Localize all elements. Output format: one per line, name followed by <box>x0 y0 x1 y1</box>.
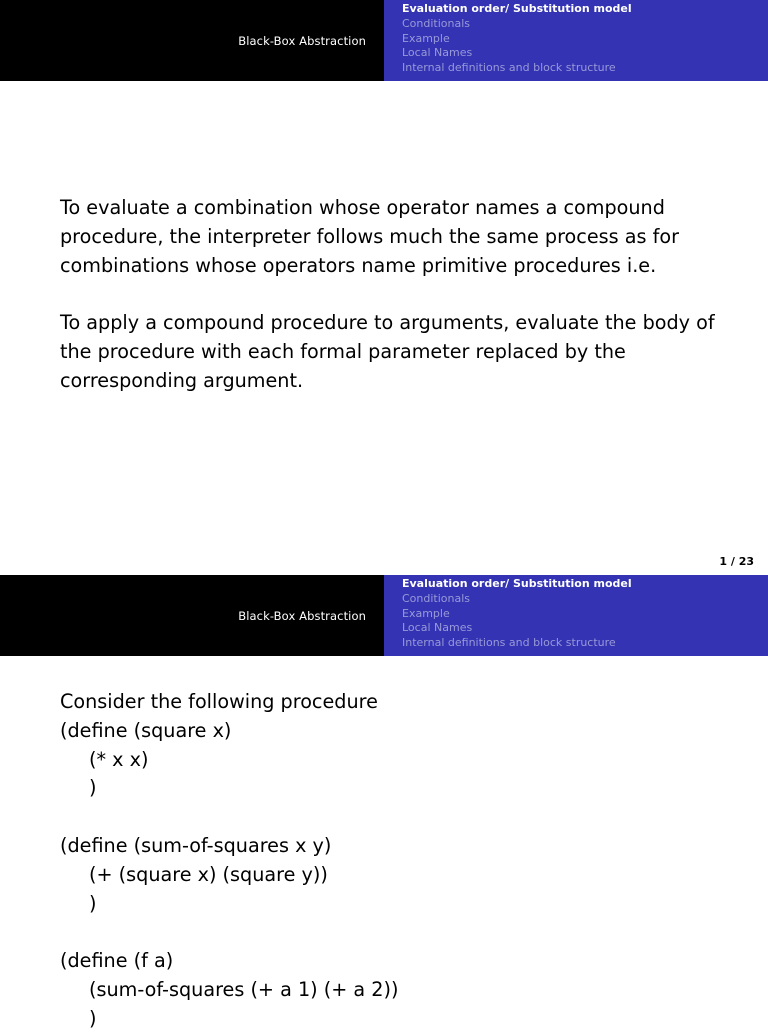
slide1-nav-evaluation-order[interactable]: Evaluation order/ Substitution model <box>402 2 632 15</box>
slide1-nav-local-names[interactable]: Local Names <box>402 46 473 60</box>
code-line-close-paren: ) <box>89 776 97 800</box>
intro-line: Consider the following procedure <box>60 690 378 713</box>
slide1-body <box>60 194 740 396</box>
code-line-sum-of-squares-body: (+ (square x) (square y)) <box>89 862 328 886</box>
slide2-nav-conditionals[interactable]: Conditionals <box>402 591 471 605</box>
code-line-f-body: (sum-of-squares (+ a 1) (+ a 2)) <box>89 977 399 1001</box>
slide1-paragraph-apply: To apply a compound procedure to arguments, evaluate the body of the procedure with each formal parameter replaced by the corresponding argument. <box>60 311 715 392</box>
slide2-body <box>60 688 740 1034</box>
slide2-header <box>0 575 768 656</box>
slide1-header <box>0 0 768 81</box>
slide2-nav-evaluation-order[interactable]: Evaluation order/ Substitution model <box>402 577 632 590</box>
slide2-section-title[interactable]: Black-Box Abstraction <box>238 608 366 623</box>
slide2-header-section-panel <box>0 575 384 656</box>
slide1-nav-internal-definitions[interactable]: Internal definitions and block structure <box>402 61 616 75</box>
slide2-nav-example[interactable]: Example <box>402 606 450 620</box>
slide2-nav-internal-definitions[interactable]: Internal definitions and block structure <box>402 636 616 650</box>
slide1-nav-conditionals[interactable]: Conditionals <box>402 16 471 30</box>
slide1-paragraph-evaluate: To evaluate a combination whose operator names a compound procedure, the interpreter follows much the same process as for combinations whose operators name primitive procedures i.e. <box>60 196 679 277</box>
slide1-header-section-panel <box>0 0 384 81</box>
slide1-header-nav <box>384 0 768 81</box>
blank-line <box>60 918 740 947</box>
slide1-section-title[interactable]: Black-Box Abstraction <box>238 33 366 48</box>
slide2-nav-local-names[interactable]: Local Names <box>402 621 473 635</box>
code-line-define-sum-of-squares: (define (sum-of-squares x y) <box>60 833 332 857</box>
paragraph-gap <box>60 280 740 309</box>
code-line-square-body: (* x x) <box>89 747 149 771</box>
blank-line <box>60 803 740 832</box>
code-line-define-f: (define (f a) <box>60 949 174 973</box>
page-number: 1 / 23 <box>719 555 754 568</box>
slide2-header-nav <box>384 575 768 656</box>
code-line-close-paren: ) <box>89 1006 97 1030</box>
code-line-close-paren: ) <box>89 891 97 915</box>
slide1-nav-example[interactable]: Example <box>402 31 450 45</box>
code-line-define-square: (define (square x) <box>60 718 232 742</box>
